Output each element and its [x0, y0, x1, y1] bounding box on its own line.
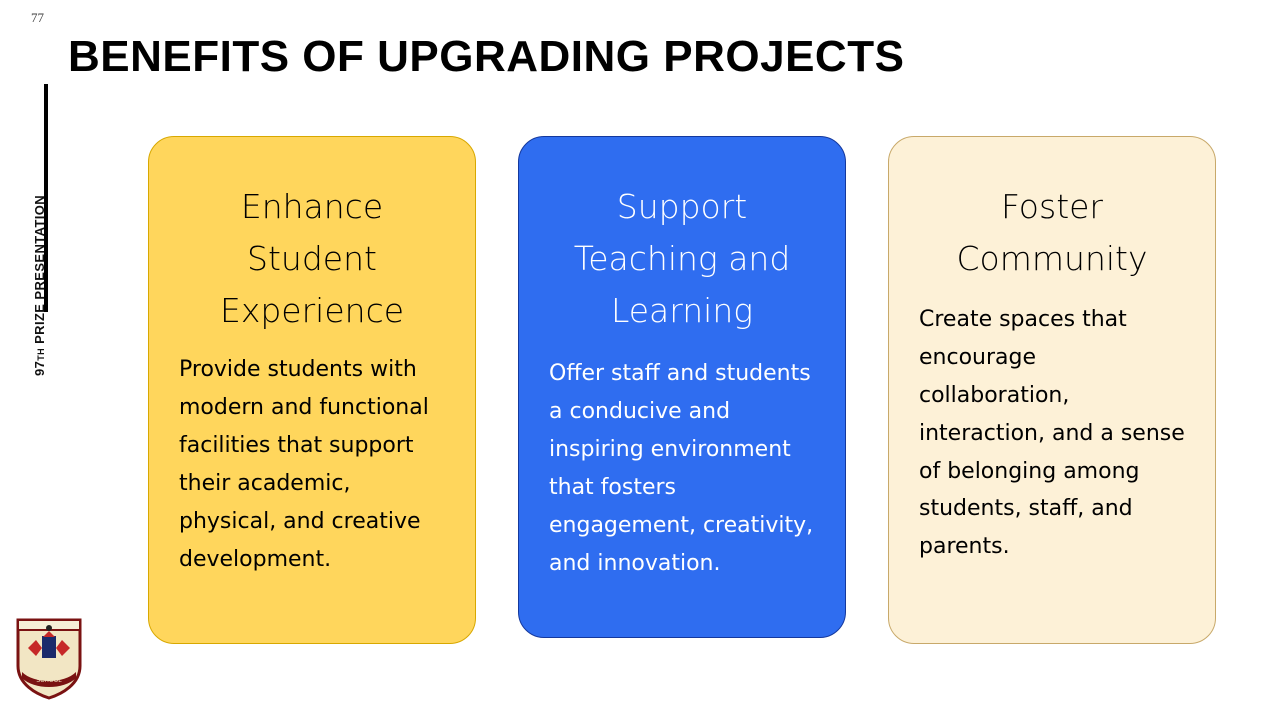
card-heading: Support Teaching and Learning: [573, 187, 791, 331]
card-heading: Foster Community: [956, 187, 1148, 279]
svg-text:SCHOOL: SCHOOL: [36, 677, 62, 684]
card-body: Offer staff and students a conducive and inspiring environment that fosters engagement, creativity, and innovation.: [549, 361, 814, 576]
benefit-card-support-teaching-and-learning: [518, 136, 846, 638]
card-body: Provide students with modern and functional facilities that support their academic, physical, and creative development.: [179, 357, 429, 572]
side-label-ordinal: TH: [36, 347, 46, 361]
side-label-prefix: 97: [32, 360, 47, 376]
card-body: Create spaces that encourage collaboration, interaction, and a sense of belonging among students, staff, and parents.: [919, 307, 1185, 560]
card-heading: Enhance Student Experience: [219, 187, 405, 331]
school-crest-logo: [12, 614, 86, 702]
side-label-suffix: PRIZE PRESENTATION: [32, 194, 47, 348]
page-title: BENEFITS OF UPGRADING PROJECTS: [68, 32, 905, 81]
page-number: 77: [31, 10, 44, 25]
benefit-card-enhance-student-experience: [148, 136, 476, 644]
benefit-card-foster-community: [888, 136, 1216, 644]
benefits-card-group: [148, 136, 1220, 644]
presentation-side-label: [32, 156, 47, 376]
